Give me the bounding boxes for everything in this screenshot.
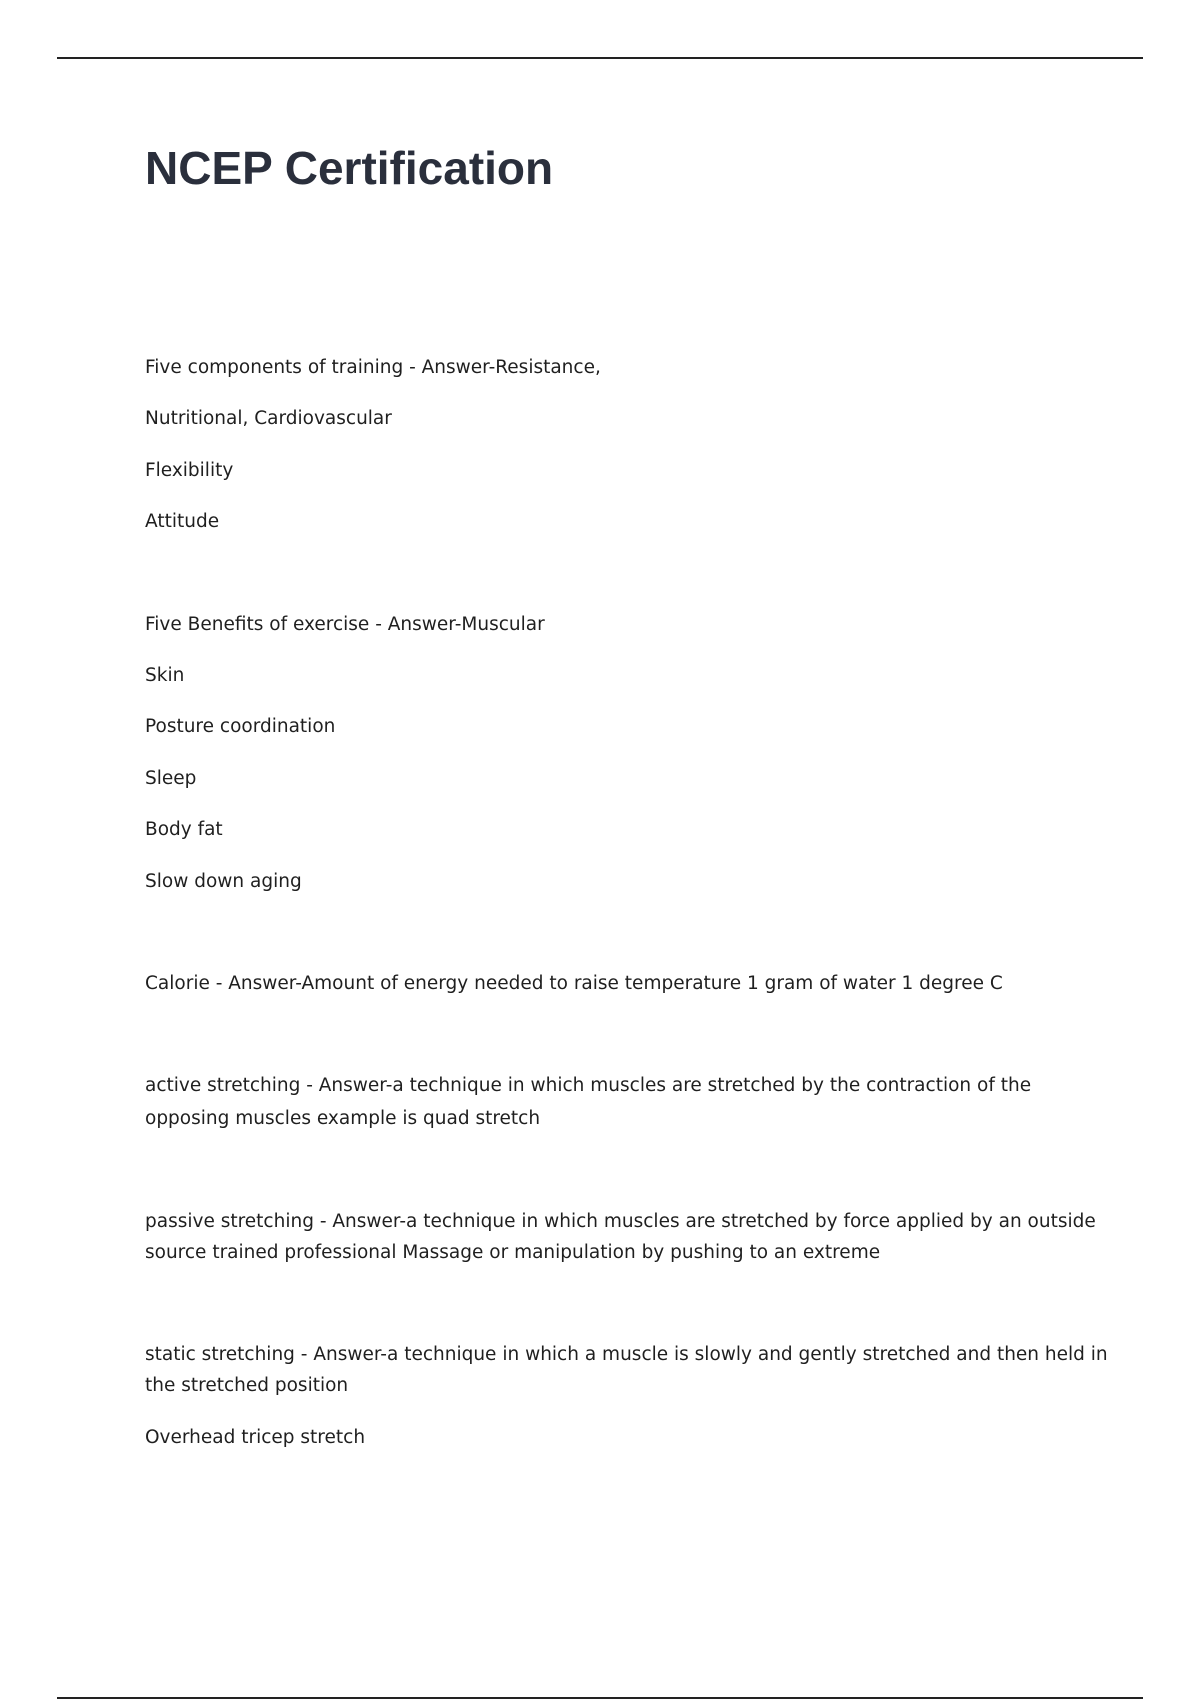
entry-exercise-benefits-line-2: Skin bbox=[145, 665, 185, 686]
entry-calorie-line-1: Calorie - Answer-Amount of energy needed to raise temperature 1 gram of water 1 degree C bbox=[145, 973, 1003, 994]
entry-active-stretching-line-2: opposing muscles example is quad stretch bbox=[145, 1108, 541, 1129]
entry-active-stretching-line-1: active stretching - Answer-a technique in which muscles are stretched by the contraction of the bbox=[145, 1075, 1032, 1096]
entry-static-stretching-line-2: the stretched position bbox=[145, 1375, 349, 1396]
entry-passive-stretching-line-1: passive stretching - Answer-a technique in which muscles are stretched by force applied by an outside bbox=[145, 1211, 1096, 1232]
entry-exercise-benefits-line-4: Sleep bbox=[145, 768, 197, 789]
top-rule bbox=[57, 57, 1143, 59]
bottom-rule bbox=[57, 1697, 1143, 1699]
entry-static-stretching-line-1: static stretching - Answer-a technique in which a muscle is slowly and gently stretched and then held in bbox=[145, 1344, 1108, 1365]
entry-training-components-line-4: Attitude bbox=[145, 511, 220, 532]
entry-static-stretching-line-3: Overhead tricep stretch bbox=[145, 1427, 366, 1448]
document-title: NCEP Certification bbox=[145, 142, 554, 194]
entry-exercise-benefits-line-1: Five Benefits of exercise - Answer-Muscular bbox=[145, 614, 545, 635]
entry-training-components-line-1: Five components of training - Answer-Resistance, bbox=[145, 357, 601, 378]
entry-exercise-benefits-line-3: Posture coordination bbox=[145, 716, 336, 737]
entry-exercise-benefits-line-5: Body fat bbox=[145, 819, 223, 840]
entry-exercise-benefits-line-6: Slow down aging bbox=[145, 871, 302, 892]
entry-training-components-line-3: Flexibility bbox=[145, 460, 234, 481]
entry-passive-stretching-line-2: source trained professional Massage or manipulation by pushing to an extreme bbox=[145, 1242, 881, 1263]
entry-training-components-line-2: Nutritional, Cardiovascular bbox=[145, 408, 392, 429]
